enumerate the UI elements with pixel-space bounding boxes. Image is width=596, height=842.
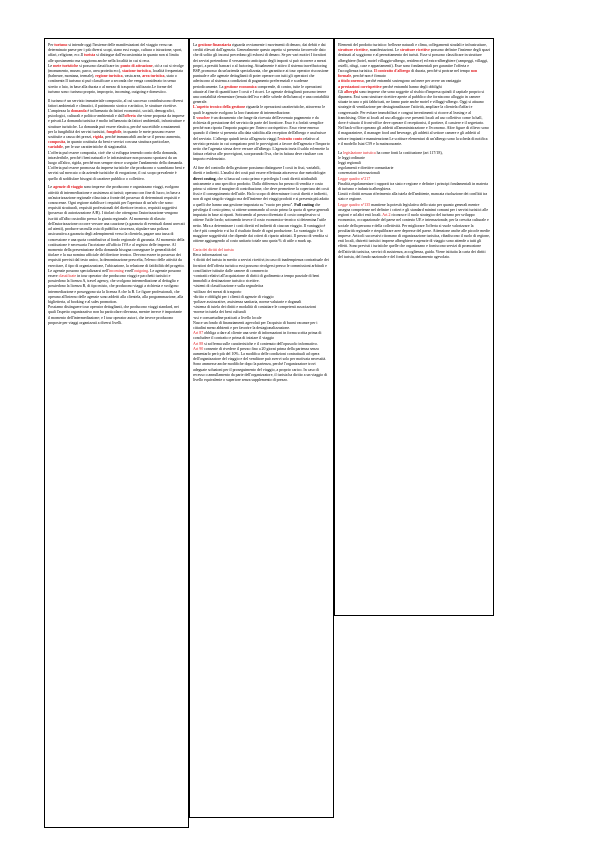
text-run: Reca informazioni su: -i diritti del turista in merito a servizi ricettivi,in caso di inadempienza contrattuale dei fornitori dell'offerta turistica essi possono rivolgersi presso le commissioni arbitrali e conciliative istituite dalle camere di commercio -contratti relativi all'acquisizione di diritti di godimento a tempo parziale di beni immobili a destinazione turistico ricettive. -sistemi di classificazione e sulla segnaletica -utilizzo dei mezzi di trasporto -diritto e obblighi per i clienti di agenzie di viaggio -polizze assicurative, assistenza sanitaria, norme valutarie e doganali -sistema di tutela dei diritti e modalità di contattare le competenti associazioni -norme in tutela dei beni culturali -usi e consuetudine praticati a livello locale Nasce un fondo di finanziamenti agevolati per l'acquisto di buoni vacanze per i cittadini meno abbienti e per favorire la destagionalizzazione. xyxy=(193,252,329,330)
highlighted-term: Art 90 xyxy=(193,345,204,351)
text-run: , località frequentata (balneare, montana, termale), xyxy=(48,68,183,79)
highlighted-term: Art 87 xyxy=(193,330,204,336)
highlighted-term: agenzie di viaggio xyxy=(53,184,83,190)
text-run: , in quanto le mete possono essere sostituite a causa dei prezzi, xyxy=(48,128,176,140)
highlighted-term: turismo xyxy=(54,42,68,47)
text-run: , manifestazioni. Le xyxy=(367,47,401,53)
text-run: , stato o continente.Il turismo si può classificare a seconda che venga considerato in senso stretto o lato, in base alla durata o al mezzo di trasporto utilizzato.Le forme del turismo sono: turismo proprio, improprio, incoming, outgoing e domestico. xyxy=(48,73,177,94)
highlighted-term: estratto conto xyxy=(279,135,303,141)
text-run: di durata, perché si protrae nel tempo xyxy=(410,68,471,74)
highlighted-term: mete turistiche xyxy=(53,62,79,68)
text-run: si distingue dall'escursionista in quanto non si limita alle spostamento ma soggiorna anche nella località in cui si reca. Le xyxy=(48,52,179,68)
highlighted-term: variabile xyxy=(48,144,63,150)
text-run: è un documento che funge da ricevuta dell'avvenuto pagamento e da richiesta di prestazione del servizio da parte del fornitore. Esso è a forfait semplice perché non riporta l'importo pagato per l'intero corrispettivo. Esso viene emesso quando il cliente si presenta alla data stabilita alla reception dell'albergo e usufruisce del servizio. L'albergo quindi invia all'agenzia viaggi l' xyxy=(193,114,327,141)
text-run: Le xyxy=(48,184,54,190)
text-run: ha come fonti la costituzione (art 117/18), le leggi ordinarie leggi regionali regolamenti e direttive comunitarie convenzioni internazionali xyxy=(338,149,443,176)
text-run: Al fine del controllo della gestione possiamo distinguere I costi in fissi, variabili, diretti e indiretti. L'analisi dei costi può essere effettuata attraverso due metodologie: xyxy=(193,165,327,176)
highlighted-term: turista xyxy=(84,52,96,58)
highlighted-term: strutture ricettive xyxy=(338,47,368,53)
text-run: si intende oggi l'insieme delle manifestazioni del viaggio verso un determinato paese per i più diversi scopi, siano essi svago, cultura o istruzione, sport, affari, religione, ecc.Il xyxy=(48,42,183,58)
text-run: comprende, di contro, tutte le operazioni attuate al fine di quantificare I costi e I ricavi. Le agenzie dettaglianti possono tenere una contabilità elementare (tenuta dell'iva e delle schede della banca) e una contabilità generale. xyxy=(193,83,330,105)
text-column-3 xyxy=(334,38,494,616)
text-run: Finalità,regolamentare i rapporti tra stato e regione e definire i principi fondamentali in materia di turismo e industria alberghiera. Limiti e diritti nessun riferimento alla tutela dell'ambiente, mancata risoluzione dei conflitti tra stato e regione. xyxy=(338,180,489,202)
highlighted-term: Il contratto d'albergo xyxy=(374,68,411,74)
text-run: La xyxy=(193,42,199,47)
text-run: riguarda le operazioni caratteristiche, attraverso le quali le agenzie svolgono la loro funzione di intermediazione. Il xyxy=(193,104,326,120)
paragraph xyxy=(338,42,490,146)
highlighted-term: strutture ricettive xyxy=(400,47,430,53)
text-run: mantiene la potestà legislativa dello stato per quanto generali mentre assegna competenze nel definire i criteri e gli standard minimi comuni per i servizi turistici alle regioni e ad altri enti locali. xyxy=(338,201,489,218)
paragraph xyxy=(48,98,185,181)
text-run: sono imprese che producono e organizzano viaggi, svolgono attività di intermediazione e assistenza ai turisti; operano con fine di lucro, in base a un'autorizzazione regionale rilasciata a fronte del possesso di determinati requisiti e conoscenze. Ogni regione stabilisce i requisiti per l'apertura di un'adv che sono: requisiti strutturali, requisiti professionali del direttore tecnico, requisiti soggettivi (possesso di autorizzazione A/B). I titolari che ottengono l'autorizzazione vengono iscritti all'albo custodito presso la giunta regionale. Al momento di rilascio dell'autorizzazione occorre versare una cauzione (a garanzia di eventuali danni arrecati ad utenti), produrre un nulla osta di pubblica sicurezza, stipulare una polizza assicurativa a garanzia degli adempimenti verso la clientela, pagare una tassa di concessione e una quota contributiva al fondo regionale di garanzia. Al momento della costituzione è necessaria l'iscrizione all'ufficio IVA e al registro delle imprese. Al momento della presentazione della domanda bisogna consegnare le generalità del titolare e la sua nomina ufficiale del direttore tecnico. Devono essere in possesso dei requisiti previsti dal testo unico, la denominazione prescelta, l'elenco delle attività da esercitare, il tipo di organizzazione, l'ubicazione, la relazione di fattibilità del progetto. Le agenzie possono specializzarsi nell' xyxy=(48,184,185,273)
text-run: , che si basa sul costo primo e privilegia I costi diretti attribuibili unicamente a uno specifico prodotto. Dalla differenza fra prezzo di vendita e costo primo si ottiene il margine di contribuzione, che deve permettere la copertura dei costi fissi e il conseguimento dell'utile. Ha lo scopo di determinare i costi diretti e indiretti, non di ogni singolo viaggio ma dell'insieme dei viaggi prodotti e si presenta più adatto a quelli che hanno una gestione impostata su "vuoto per pieno". xyxy=(193,175,330,207)
highlighted-term: Art.2 xyxy=(382,212,391,218)
text-run: , vasta area, xyxy=(122,73,143,79)
text-run: , ciò a cui si rivolge (monumento, museo, parco, area protetta ecc), xyxy=(48,62,184,74)
text-run: , perché immancabili anche se il prezzo aumenta, xyxy=(103,134,181,140)
text-run: riconosce il ruolo strategico del turismo per sviluppo economico, occupazionale del paese nel contesto UE e internazionale, per la crescita culturale e sociale della persona e della collettività. Per migliorare l'offerta si vuole valorizzare la peculiarità regionale e riequilibrare aree depresse del paese. Attenzione anche alle piccole medie imprese. Articoli successivi ritornano di organizzazione turistica, ribadiscono il ruolo di regione, enti locali, distretti turistici imprese alberghiere e agenzie di viaggio sono attende a tutti gli effetti. Sono previsti i turistiche quelle che organizzano e forniscono servizi di promozione dell'attività turistica, servizi di assistenza, accoglienza, guida. Viene istituita la carta dei diritti del turista, del fondo nazionale e del fondo di finanziamento agevolato. xyxy=(338,212,490,259)
highlighted-term: a titolo oneroso xyxy=(338,78,364,84)
highlighted-term: Legge quadro n°135 xyxy=(338,201,371,207)
highlighted-term: a prestazioni corrispettive xyxy=(338,83,382,89)
text-run: . Le agenzie possono essere xyxy=(48,267,182,278)
highlighted-term: outgoing xyxy=(134,267,149,273)
text-run: è influenzata da fattori economici, sociali, demografici, psicologici, culturali e politico-ambientali e dall' xyxy=(48,108,175,119)
highlighted-term: area turistica xyxy=(142,73,165,79)
text-column-1 xyxy=(44,38,189,828)
highlighted-term: legislazione turistica xyxy=(343,149,376,155)
text-run: possono definire l'insieme degli spazi destinati al soggiorno e al pernottamento dei turisti. Esse si possono classificare in strutture alberghiere (hotel, motel villaggio-albergo, residence) ed extra-alberghiere (campeggi, villaggi, ostelli, rifugi, case e appartamenti). Esse sono fondamentali per garantire l'offerta e l'accoglienza turistica. xyxy=(338,47,490,74)
highlighted-term: classificate xyxy=(58,272,77,278)
text-run: , per le sue caratteristiche di stagionalità. L'offerta può essere composita, cioè che si sviluppa tenendo conto della domanda, intrasferibile, perché i beni naturali e le infrastrutture non possono spostarsi da un luogo all'altro, rigida, perché non sempre riesce a seguire l'andamento della domanda. L'offerta può essere promossa da imprese turistiche che producono o scambiano beni e servizi sul mercato o da aziende turistiche di erogazione, il cui scopo prevalente è quello di soddisfare bisogni di carattere pubblico o collettivo. xyxy=(48,144,185,181)
highlighted-term: regione turistica xyxy=(95,73,123,79)
text-run: che privilegia il costo pieno, si ottiene sommando al costo primo la quota di spese generali imputata in base ai riparti. Sottraendo al prezzo diventato il costo complessivo si ottiene l'utile lordo; sottraendo invece il costo economico-tecnico si determina l'utile netto. Mira a determinare i costi diretti ed indiretti di ciascun viaggio. Il vantaggio è che è più completo e si ha il risultato finale di ogni produzione. Lo svantaggio è la maggiore soggettività che dipende dai criteri di riparto adottati. Il prezzo di vendita si ottiene aggiungendo al costo unitario totale una quota % di utile o mark up. xyxy=(193,201,330,244)
highlighted-term: gestione finanziaria xyxy=(198,42,232,47)
text-run: consente di rivedere il prezzo fino a 20 giorni prima della partenza senza aumentarlo però più del 10%. La modifica delle condizioni contrattuali ad opera dell'organizzatore del viaggio e del venditore può avervi solo per motivata necessità. Sono ammesse anche modifiche dopo la partenza, perché l'organizzatore trovi adeguate soluzioni per il proseguimento del viaggio, a proprio carico. In caso di recesso o annullamento da parte dell'organizzatore, il turista ha diritto a un viaggio di livello equivalente o superiore senza supplemento di prezzo. xyxy=(193,345,328,382)
highlighted-term: direct costing xyxy=(193,175,216,181)
text-run: relativo al servizio prestato in cui compaiono però le provvigioni a favore dell'agenzia e l'importo netto che l'agenzia stessa deve versare all'albergo. L'agenzia invia il saldo ed emette la fattura relativa alle provvigioni, scorporando l'iva, che in fattura deve risultare con importo evidenziato. xyxy=(193,135,330,162)
text-run: perché entrambi hanno degli obblighi Gli xyxy=(338,83,442,94)
paragraph xyxy=(193,42,330,162)
highlighted-term: voucher xyxy=(196,114,210,120)
highlighted-term: Carta dei diritti del turista xyxy=(193,246,234,252)
highlighted-term: non formale xyxy=(338,68,478,79)
highlighted-term: Art 88 xyxy=(193,340,204,346)
text-run: si possono classificare in: xyxy=(78,62,121,68)
text-run: La xyxy=(338,149,344,155)
highlighted-term: alberghi xyxy=(344,88,359,94)
text-run: si sofferma sulle caratteristiche e il contenuto dell'opuscolo informativo. xyxy=(204,340,318,346)
highlighted-term: domanda xyxy=(70,108,87,114)
text-run: obbliga a dare al cliente una serie di informazioni in forma scritta prima di concludere il contratto e prima di iniziare il viaggio xyxy=(193,330,322,341)
text-run: , perché non è firmato xyxy=(351,73,386,79)
text-run: Il turismo è un servizio immateriale composito, al cui successo contribuiscono diversi fattori ambientali e climatici, il patrimonio storico e artistico, le strutture ricettive. L'ampiezza la xyxy=(48,97,184,114)
text-run: riguarda ovviamente i movimenti di denaro, dai debiti e dai crediti rilevati dall'agenzia. Generalmente questo aspetto si presenta favorevole dato che di solito gli incassi precedono gli esborsi di denaro. Se per vari motivi I fornitori dei servizi pretendono il versamento anticipato degli importi si può ricorrere a mezzi propri, a prestiti bancari o al factoring. Attualmente è attivo il sistema travelfactoring BSP, promosso da un'azienda specializzata, che garantisce ai tour operator riscossione puntuale e alle agenzie dettaglianti di poter operare con tutti gli operatori che aderiscono al sistema a condizioni di pagamento preferenziali e scadenze periodicamente. La xyxy=(193,42,329,89)
highlighted-term: Full costing xyxy=(294,201,314,207)
highlighted-term: offerta xyxy=(124,113,136,119)
highlighted-term: rigida xyxy=(93,134,104,140)
highlighted-term: stazione turistica xyxy=(122,68,151,74)
highlighted-term: composita xyxy=(48,139,66,145)
paragraph xyxy=(193,165,330,243)
text-run: e nell' xyxy=(123,267,135,273)
highlighted-term: gestione economica xyxy=(224,83,257,89)
highlighted-term: L'aspetto tecnico della gestione xyxy=(193,104,246,110)
text-run: Elementi del prodotto turistico: bellezze naturali e clima, collegamenti stradali e infrastrutture, xyxy=(338,42,487,47)
highlighted-term: fungibile xyxy=(106,128,122,134)
paragraph xyxy=(48,42,185,94)
text-run: che viene proposta da imprese e privati.La domanda turistica è molto influenzata da fattori ambientali, infrastrutture e strutture turistiche. La domanda può essere elastica, perché suscettibile a mutamenti per la fungibilità dei servizi turistici, xyxy=(48,113,185,134)
text-run: in tour operator che producono viaggi e pacchetti turistici e possiedono la licenza A, travel agency, che svolgono intermediazione al dettaglio e possiedono la licenza B, di tipo misto, che producono viaggi a richiesta e svolgono intermediazione e posseggono sia la licenza A che la B. Le figure professionali, che operano all'interno delle agenzie sono addetti alla clientela, alla programmazione, alla biglietteria, al booking e al sales promotion. Possiamo distinguere tour operator dettaglianti, che producono viaggi standard, nei quali l'aspetto organizzativo non ha particolare rilevanza, mentre invece è importante il momento dell'intermediazione; e I tour operator autori, che invece producono proposte per viaggi organizzati a diversi livelli. xyxy=(48,272,184,325)
highlighted-term: punto di attrazione xyxy=(120,62,153,68)
text-run: Per xyxy=(48,42,55,47)
paragraph xyxy=(338,150,490,259)
text-run: , in quanto costituita da beni e servizi con una struttura particolare, xyxy=(65,139,171,145)
text-run: sono imprese che sono soggette al rischio d'impresa quindi il capitale proprio si dipanera. Essi sono strutture ricettive aperte al pubblico che forniscono alloggio in camere situate in uno o più fabbricati, ne fanno parte anche motel e villaggi-albergo. Oggi si attuano strategie di ventilazione per destagionalizzare l'attività, ampliare la clientela d'affari e congressuale. Per evitare immobilizzi e congrui investimenti si ricorre al leasing e al franchising. Oltre ai locali ad uso alloggio ove presenti locali ad uso collettivo come la hall, dove è situato il front-office deve operare il receptionist, il portiere, il cassiere e il segretario. Nel back-office operano gli addetti all'amministrazione e l'economo. Altre figure di rilievo sono il magazziniere, il manager food and beverage, gli addetti al settore camere e gli addetti al settore impianti e manutenzione.Le scritture elementari di un'albergo sono la scheda di notifica e il modello Istat C59 e la maincourante. xyxy=(338,88,489,146)
text-run: , perché entrambi sostengono un'onere per avere un vantaggio xyxy=(363,78,462,84)
highlighted-term: incoming xyxy=(108,267,124,273)
highlighted-term: Legge quadro n°217 xyxy=(338,175,371,181)
text-column-2 xyxy=(189,38,334,818)
paragraph xyxy=(193,247,330,382)
paragraph xyxy=(48,184,185,324)
